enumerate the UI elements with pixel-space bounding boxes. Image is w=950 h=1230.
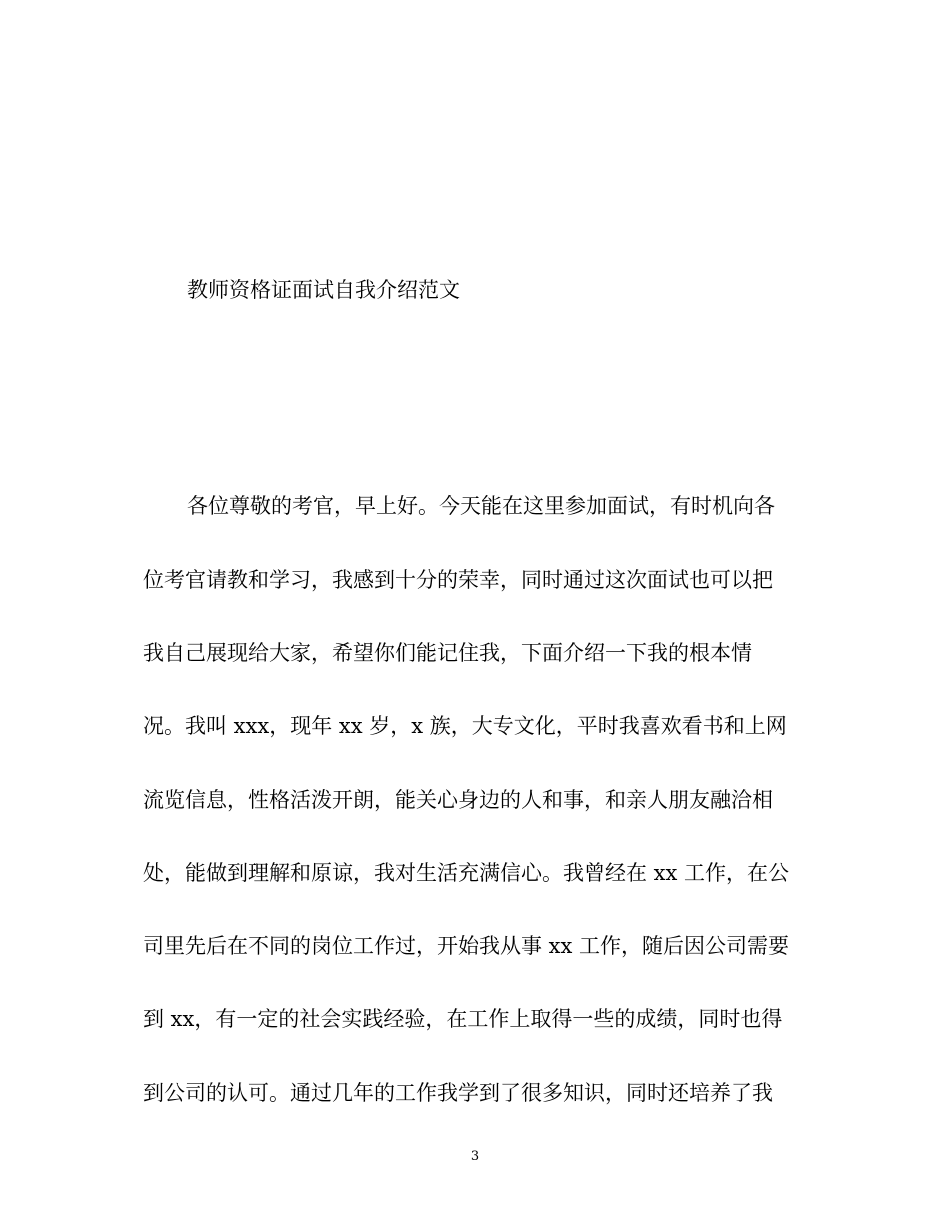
paragraph-line: 位考官请教和学习，我感到十分的荣幸，同时通过这次面试也可以把 xyxy=(143,568,773,592)
paragraph-line: 我自己展现给大家，希望你们能记住我，下面介绍一下我的根本情 xyxy=(143,641,752,665)
paragraph-line: 况。我叫 xxx，现年 xx 岁，x 族，大专文化，平时我喜欢看书和上网 xyxy=(143,714,787,738)
paragraph-line: 流览信息，性格活泼开朗，能关心身边的人和事，和亲人朋友融洽相 xyxy=(143,788,773,812)
paragraph-line: 到公司的认可。通过几年的工作我学到了很多知识，同时还培养了我 xyxy=(143,1081,773,1105)
document-title: 教师资格证面试自我介绍范文 xyxy=(187,278,460,302)
paragraph-line: 各位尊敬的考官，早上好。今天能在这里参加面试，有时机向各 xyxy=(187,494,775,518)
page-number: 3 xyxy=(470,1149,480,1164)
paragraph-line: 司里先后在不同的岗位工作过，开始我从事 xx 工作，随后因公司需要 xyxy=(143,934,790,958)
paragraph-line: 处，能做到理解和原谅，我对生活充满信心。我曾经在 xx 工作，在公 xyxy=(143,861,790,885)
paragraph-line: 到 xx，有一定的社会实践经验，在工作上取得一些的成绩，同时也得 xyxy=(143,1007,783,1031)
